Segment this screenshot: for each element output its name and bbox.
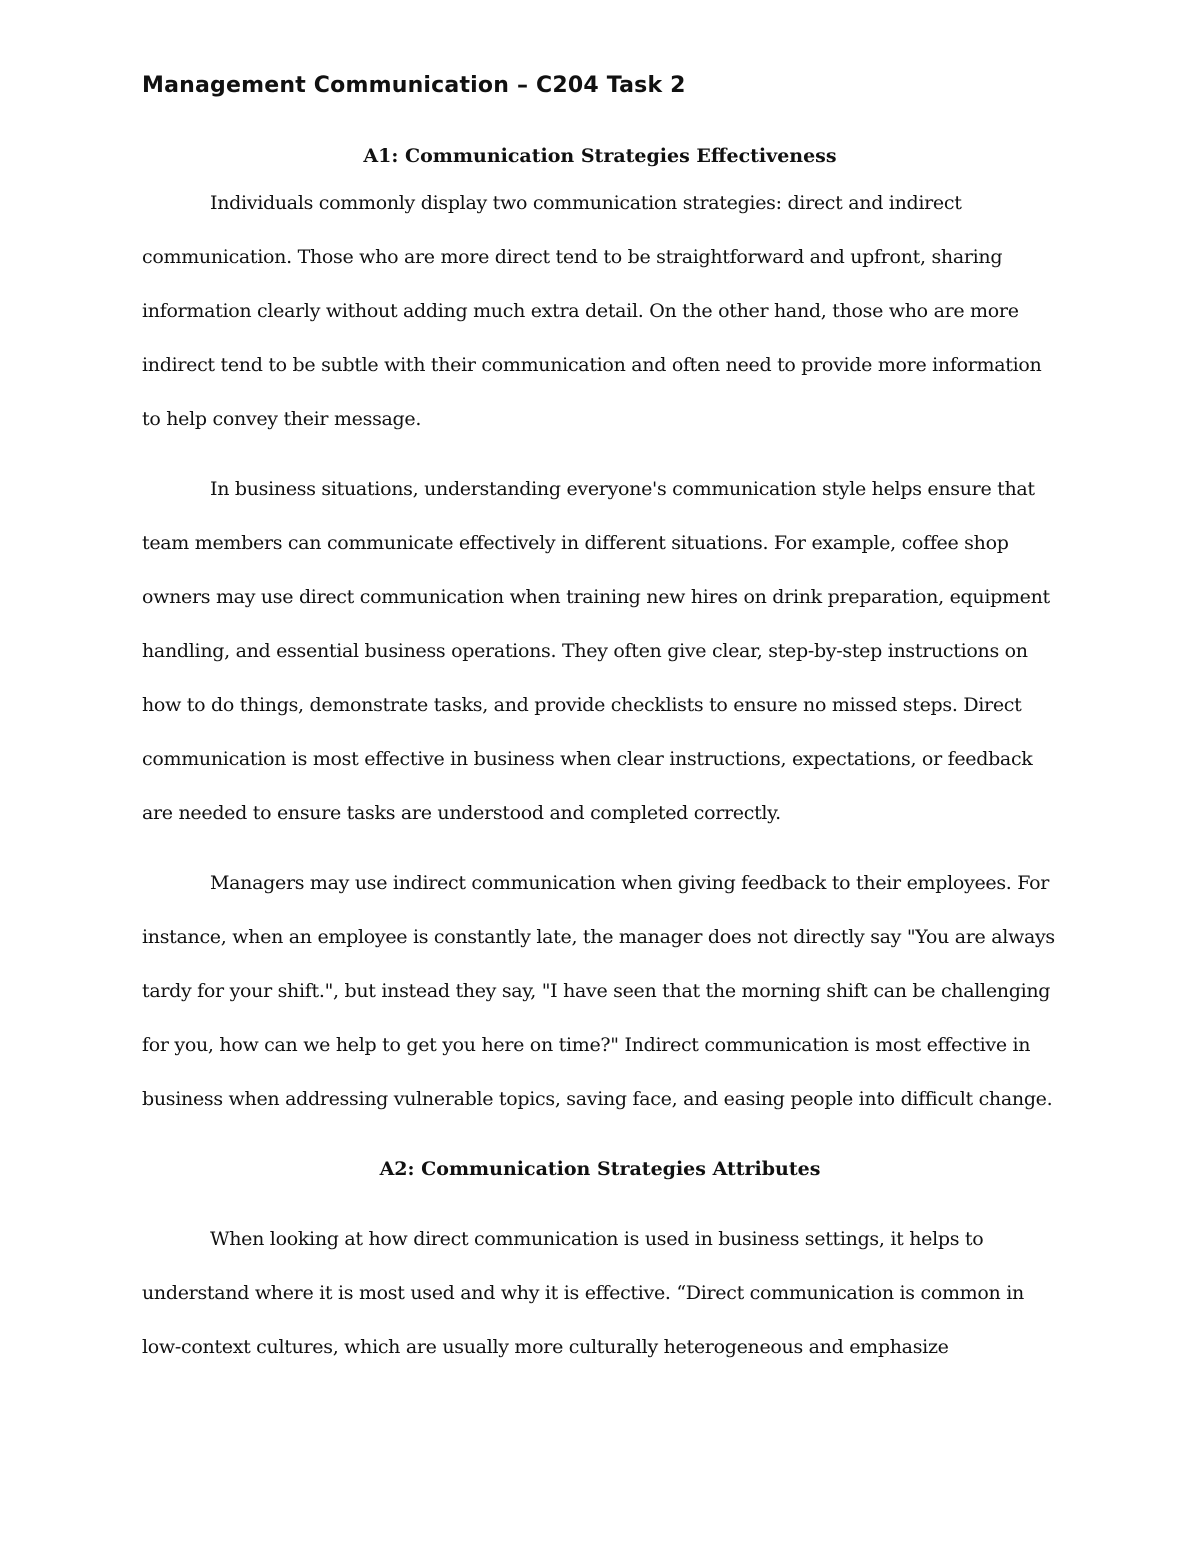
paragraph-line: how to do things, demonstrate tasks, and provide checklists to ensure no missed steps. Direct <box>142 694 1022 716</box>
paragraph-a1-1 <box>142 176 1072 446</box>
paragraph-line: indirect tend to be subtle with their communication and often need to provide more information <box>142 354 1042 376</box>
paragraph-line: In business situations, understanding everyone's communication style helps ensure that <box>210 478 1035 500</box>
section-heading-a1: A1: Communication Strategies Effectiveness <box>363 145 837 167</box>
paragraph-line: owners may use direct communication when training new hires on drink preparation, equipment <box>142 586 1050 608</box>
section-heading-a2: A2: Communication Strategies Attributes <box>379 1158 821 1180</box>
paragraph-line: business when addressing vulnerable topics, saving face, and easing people into difficult change. <box>142 1088 1053 1110</box>
paragraph-line: information clearly without adding much extra detail. On the other hand, those who are more <box>142 300 1019 322</box>
paragraph-line: understand where it is most used and why it is effective. “Direct communication is common in <box>142 1282 1024 1304</box>
paragraph-line: communication. Those who are more direct tend to be straightforward and upfront, sharing <box>142 246 1003 268</box>
paragraph-a2-1 <box>142 1212 1072 1374</box>
paragraph-line: tardy for your shift.", but instead they say, "I have seen that the morning shift can be challenging <box>142 980 1051 1002</box>
paragraph-line: for you, how can we help to get you here on time?" Indirect communication is most effective in <box>142 1034 1031 1056</box>
document-title: Management Communication – C204 Task 2 <box>142 73 686 98</box>
paragraph-line: team members can communicate effectively in different situations. For example, coffee shop <box>142 532 1009 554</box>
paragraph-line: are needed to ensure tasks are understood and completed correctly. <box>142 802 781 824</box>
paragraph-line: Individuals commonly display two communication strategies: direct and indirect <box>210 192 962 214</box>
paragraph-a1-3 <box>142 856 1072 1126</box>
paragraph-line: low-context cultures, which are usually more culturally heterogeneous and emphasize <box>142 1336 949 1358</box>
paragraph-line: Managers may use indirect communication when giving feedback to their employees. For <box>210 872 1050 894</box>
paragraph-line: communication is most effective in business when clear instructions, expectations, or feedback <box>142 748 1033 770</box>
paragraph-a1-2 <box>142 462 1072 840</box>
paragraph-line: to help convey their message. <box>142 408 422 430</box>
paragraph-line: instance, when an employee is constantly late, the manager does not directly say "You are always <box>142 926 1055 948</box>
paragraph-line: handling, and essential business operations. They often give clear, step-by-step instructions on <box>142 640 1028 662</box>
paragraph-line: When looking at how direct communication is used in business settings, it helps to <box>210 1228 984 1250</box>
